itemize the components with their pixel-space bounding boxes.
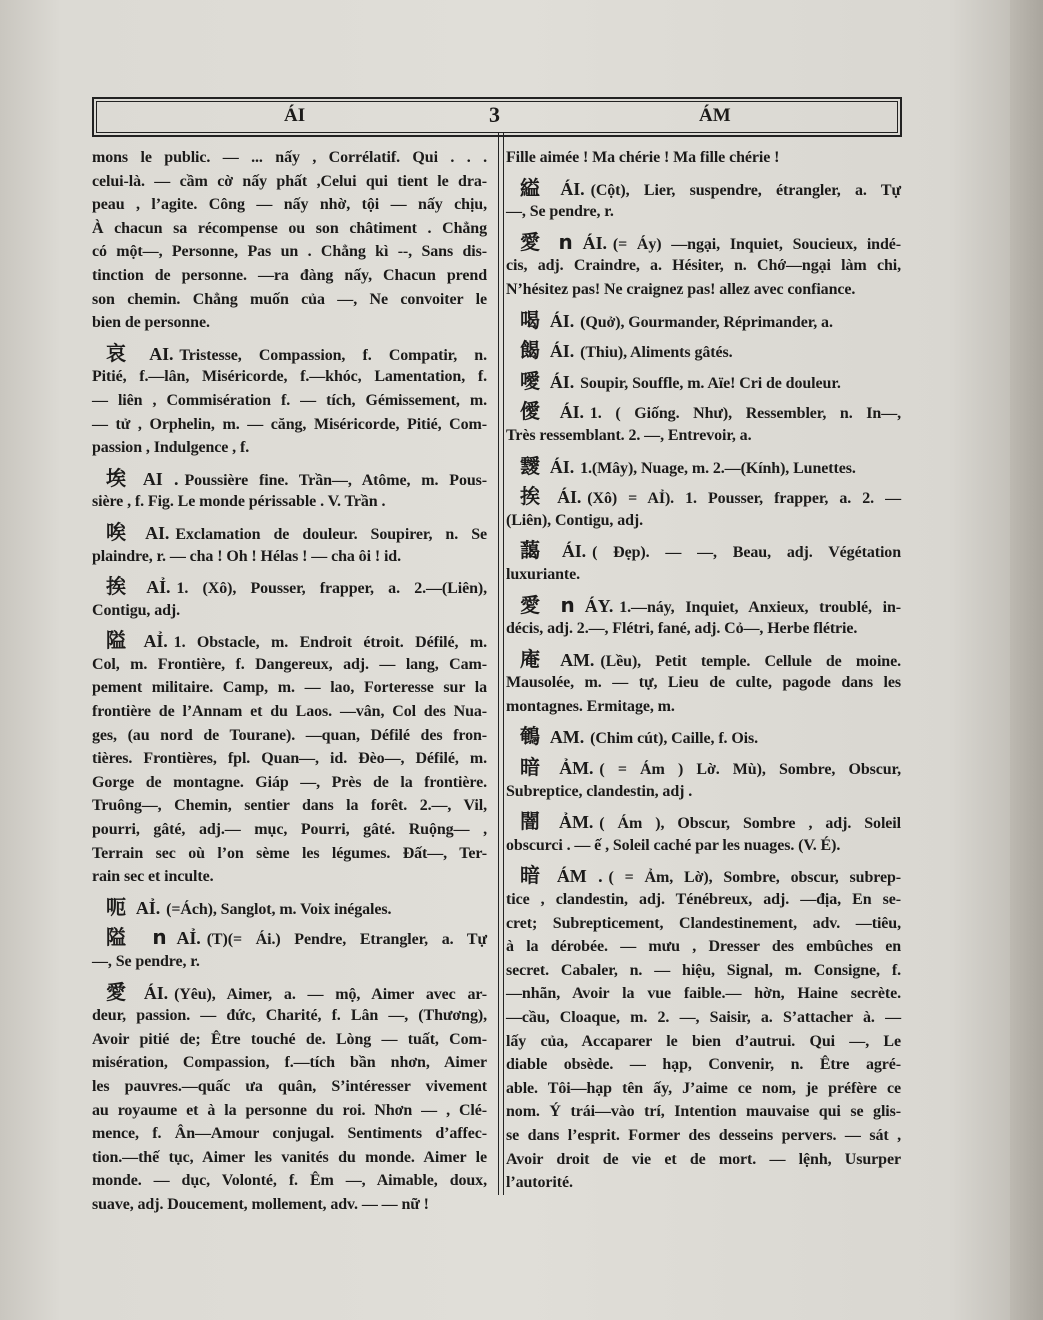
entry-line — [506, 1006, 901, 1030]
definition-text: pement militaire. Camp, m. — lao, Forteresse sur la — [92, 679, 487, 697]
page-edge — [1010, 0, 1043, 1320]
definition-text: 1. Obstacle, m. Endroit étroit. Défilé, m. — [173, 634, 487, 652]
chinese-character: 挨 — [520, 484, 548, 509]
dictionary-entry — [92, 575, 487, 622]
headword: AI. — [145, 522, 170, 543]
dictionary-entry — [92, 629, 487, 889]
definition-text: montagnes. Ermitage, m. — [506, 697, 675, 715]
headword: AỈ. — [146, 577, 171, 598]
definition-text: (Cột), Lier, suspendre, étrangler, a. Tự — [590, 181, 901, 199]
headword: ÁI. — [549, 371, 575, 392]
definition-text: au royaume et à la personne du roi. Nhơn — , Clé- — [92, 1101, 487, 1119]
entry-line — [92, 217, 487, 241]
entry-line — [506, 671, 901, 695]
definition-text: 1. ( Giống. Như), Ressembler, n. In—, — [589, 405, 901, 423]
definition-text: Terrain sec où l’on sème les légumes. Đất—, Ter- — [92, 844, 487, 862]
chinese-character: 僾 — [520, 399, 550, 424]
headword: ÁI. — [559, 402, 584, 423]
definition-text: Poussière fine. Trần—, Atôme, m. Pous- — [184, 471, 488, 489]
entry-line — [92, 950, 487, 974]
entry-line — [506, 146, 901, 170]
entry-line — [506, 1124, 901, 1148]
definition-text: —, Se pendre, r. — [506, 203, 614, 221]
entry-line — [92, 1193, 487, 1217]
definition-text: (Chim cút), Caille, f. Ois. — [590, 730, 759, 748]
definition-text: peau , l’agite. Công — nấy nhờ, tội — nấy chịu, — [92, 196, 487, 214]
entry-line — [506, 756, 901, 780]
chinese-character: 哀 — [106, 340, 140, 365]
dictionary-entry — [92, 896, 487, 920]
definition-text: 1.—náy, Inquiet, Anxieux, troublé, in- — [619, 598, 902, 616]
headword: ÁY. — [584, 595, 614, 616]
definition-text: bien de personne. — [92, 314, 210, 332]
entry-line — [92, 170, 487, 194]
dictionary-entry — [506, 864, 901, 1194]
definition-text: able. Tôi—hạp tên ấy, J’aime ce nom, je préfère ce — [506, 1079, 901, 1097]
headword: ẢM. — [559, 812, 594, 833]
chinese-character: 挨 — [106, 574, 137, 599]
entry-line — [92, 676, 487, 700]
headword: AỈ. — [135, 897, 161, 918]
entry-line — [92, 575, 487, 599]
entry-line — [92, 389, 487, 413]
headword: AM. — [560, 649, 595, 670]
entry-line — [92, 311, 487, 335]
definition-text: — liên , Commisération f. — tích, Gémissement, m. — [92, 391, 487, 409]
dictionary-entry — [506, 725, 901, 749]
dictionary-entry — [506, 370, 901, 394]
definition-text: cis, adj. Craindre, a. Hésiter, n. Chớ—ngại làm chi, — [506, 257, 901, 275]
headword: ÁI. — [557, 487, 582, 508]
right-column — [506, 146, 901, 1202]
entry-line — [92, 545, 487, 569]
definition-text: — tử , Orphelin, m. — căng, Miséricorde, Pitié, Com- — [92, 415, 487, 433]
entry-line — [92, 193, 487, 217]
entry-line — [506, 231, 901, 255]
chinese-character: 縊 — [520, 175, 551, 200]
dictionary-entry — [506, 539, 901, 586]
definition-text: (= Áy) —ngại, Inquiet, Soucieux, indé- — [612, 235, 901, 253]
definition-text: plaindre, r. — cha ! Oh ! Hélas ! — cha ôi ! id. — [92, 547, 401, 565]
headword: ÁI. — [143, 982, 169, 1003]
entry-line — [506, 617, 901, 641]
definition-text: se dans l’esprit. Former des desseins pervers. — sát , — [506, 1126, 901, 1144]
definition-text: secret. Cabaler, n. — hiệu, Signal, m. Consigne, f. — [506, 961, 901, 979]
entry-line — [506, 648, 901, 672]
definition-text: —, Se pendre, r. — [92, 953, 200, 970]
entry-line — [92, 413, 487, 437]
definition-text: tières. Frontières, fpl. Quan—, id. Đèo—, Défilé, m. — [92, 750, 487, 768]
definition-text: tice , clandestin, adj. Ténébreux, adj. —địa, En se- — [506, 891, 901, 909]
definition-text: (Liên), Contigu, adj. — [506, 511, 644, 529]
definition-text: (Lều), Petit temple. Cellule de moine. — [600, 652, 901, 670]
entry-line — [506, 485, 901, 509]
dictionary-entry — [92, 926, 487, 973]
entry-line — [92, 818, 487, 842]
headword: ÁI. — [549, 456, 575, 477]
dictionary-entry — [506, 339, 901, 363]
entry-line — [92, 1169, 487, 1193]
definition-text: mons le public. — ... nấy , Corrélatif. Qui . . . — [92, 149, 487, 166]
chinese-character: 鵪 — [520, 724, 540, 749]
definition-text: (Quở), Gourmander, Réprimander, a. — [580, 313, 833, 331]
definition-text: tinction de personne. —ra đàng nấy, Chacun prend — [92, 266, 487, 284]
definition-text: N’hésitez pas! Ne craignez pas! allez avec confiance. — [506, 280, 856, 298]
definition-text: deur, passion. — đức, Charité, f. Lân —, (Thương), — [92, 1007, 487, 1025]
definition-text: Exclamation de douleur. Soupirer, n. Se — [175, 525, 488, 543]
definition-text: Fille aimée ! Ma chérie ! Ma fille chérie ! — [506, 149, 780, 166]
definition-text: —cầu, Cloaque, m. 2. —, Saisir, a. S’attacher à. — — [506, 1009, 901, 1026]
dictionary-entry — [92, 146, 487, 335]
entry-line — [92, 700, 487, 724]
entry-line — [506, 695, 901, 719]
left-column — [92, 146, 487, 1224]
definition-text: (Yêu), Aimer, a. — mộ, Aimer avec ar- — [174, 985, 488, 1003]
entry-line — [92, 1004, 487, 1028]
entry-line — [92, 724, 487, 748]
entry-line — [92, 1146, 487, 1170]
column-divider — [498, 133, 504, 1195]
dictionary-entry — [92, 342, 487, 460]
entry-line — [92, 1099, 487, 1123]
chinese-character: 愛 n — [520, 592, 575, 617]
definition-text: misération, Compassion, f.—tích bần nhơn, Aimer — [92, 1054, 487, 1072]
definition-text: có một—, Personne, Pas un . Chẳng kì --, Sans dis- — [92, 243, 487, 261]
entry-line — [92, 1028, 487, 1052]
dictionary-entry — [506, 756, 901, 803]
definition-text: Soupir, Souffle, m. Aïe! Cri de douleur. — [580, 374, 841, 392]
entry-line — [506, 935, 901, 959]
definition-text: luxuriante. — [506, 565, 581, 583]
entry-line — [506, 780, 901, 804]
definition-text: monde. — dục, Volonté, f. Êm —, Aimable, doux, — [92, 1172, 487, 1190]
dictionary-entry — [506, 455, 901, 479]
headword: AM. — [549, 727, 585, 748]
definition-text: Col, m. Frontière, f. Dangereux, adj. — lang, Cam- — [92, 655, 487, 673]
definition-text: Truông—, Chemin, sentier dans la forêt. 2.—, Vil, — [92, 797, 487, 815]
entry-line — [506, 254, 901, 278]
chinese-character: 暗 — [520, 863, 547, 888]
header-guide-word-right: ÁM — [699, 105, 731, 126]
definition-text: Avoir pitié de; Être touché de. Lòng — tuất, Com- — [92, 1030, 487, 1048]
entry-line — [92, 490, 487, 514]
chinese-character: 靉 — [520, 453, 540, 478]
entry-line — [506, 370, 901, 394]
chinese-character: 隘 n — [106, 925, 167, 950]
dictionary-entry — [506, 648, 901, 719]
entry-line — [92, 1051, 487, 1075]
page-number: 3 — [489, 102, 500, 127]
definition-text: diable obsède. — hạp, Convenir, n. Être agré- — [506, 1056, 901, 1074]
entry-line — [506, 888, 901, 912]
definition-text: passion , Indulgence , f. — [92, 439, 250, 457]
entry-line — [506, 309, 901, 333]
definition-text: 1.(Mây), Nuage, m. 2.—(Kính), Lunettes. — [580, 459, 856, 477]
definition-text: Gorge de montagne. Giáp —, Près de la frontière. — [92, 773, 487, 791]
entry-line — [506, 594, 901, 618]
entry-line — [92, 342, 487, 366]
header-guide-word-left: ÁI — [284, 105, 306, 126]
definition-text: nom. Ý trái—vào trí, Intention mauvaise qui se glis- — [506, 1103, 901, 1121]
definition-text: à la dérobée. — mưu , Dresser des embûches en — [506, 938, 901, 956]
entry-line — [506, 1030, 901, 1054]
chinese-character: 唉 — [106, 519, 136, 544]
headword: AI. — [149, 343, 174, 364]
entry-line — [506, 1053, 901, 1077]
definition-text: lấy của, Accaparer le bien d’autrui. Qui —, Le — [506, 1032, 901, 1050]
entry-line — [92, 1075, 487, 1099]
definition-text: ges, (au nord de Tourane). —quan, Défilé des fron- — [92, 726, 487, 744]
chinese-character: 埃 — [106, 465, 133, 490]
headword: ẢM. — [559, 758, 594, 779]
definition-text: (=Ách), Sanglot, m. Voix inégales. — [166, 900, 392, 918]
entry-line — [92, 240, 487, 264]
entry-line — [506, 563, 901, 587]
definition-text: À chacun sa récompense ou son châtiment . Chẳng — [92, 219, 487, 237]
entry-line — [92, 771, 487, 795]
definition-text: ( = Ám ) Lờ. Mù), Sombre, Obscur, — [599, 761, 901, 779]
definition-text: ( Ám ), Obscur, Sombre , adj. Soleil — [599, 815, 901, 833]
entry-line — [92, 926, 487, 950]
entry-line — [506, 539, 901, 563]
dictionary-entry — [92, 981, 487, 1217]
entry-line — [506, 400, 901, 424]
entry-line — [506, 509, 901, 533]
entry-line — [506, 1077, 901, 1101]
entry-line — [92, 467, 487, 491]
running-header — [92, 97, 902, 137]
chinese-character: 噯 — [520, 368, 540, 393]
entry-line — [92, 436, 487, 460]
dictionary-entry — [92, 521, 487, 568]
chinese-character: 暗 — [520, 755, 550, 780]
chinese-character: 愛 n — [520, 229, 573, 254]
definition-text: (Xô) = AỈ). 1. Pousser, frapper, a. 2. — — [587, 490, 901, 508]
chinese-character: 愛 — [106, 979, 134, 1004]
definition-text: son chemin. Chẳng muốn của —, Ne convoiter le — [92, 290, 487, 308]
entry-line — [92, 653, 487, 677]
dictionary-entry — [506, 810, 901, 857]
entry-line — [92, 599, 487, 623]
chinese-character: 隘 — [106, 628, 134, 653]
dictionary-entry — [506, 146, 901, 170]
definition-text: (Thiu), Aliments gâtés. — [580, 344, 733, 362]
headword: AI . — [142, 468, 179, 489]
definition-text: —nhãn, Avoir la vue faible.— hờn, Haine secrète. — [506, 985, 901, 1003]
definition-text: rain sec et inculte. — [92, 868, 214, 886]
dictionary-entry — [506, 594, 901, 641]
definition-text: sière , f. Fig. Le monde périssable . V. Trần . — [92, 493, 386, 511]
definition-text: Tristesse, Compassion, f. Compatir, n. — [179, 346, 487, 364]
entry-line — [92, 146, 487, 170]
dictionary-entry — [506, 231, 901, 302]
chinese-character: 喝 — [520, 307, 540, 332]
definition-text: suave, adj. Doucement, mollement, adv. — — nữ ! — [92, 1195, 429, 1213]
entry-line — [506, 1171, 901, 1195]
entry-line — [506, 1148, 901, 1172]
chinese-character: 呃 — [106, 894, 126, 919]
headword: AỈ. — [143, 631, 168, 652]
entry-line — [506, 424, 901, 448]
definition-text: Pitié, f.—lân, Miséricorde, f.—khóc, Lamentation, f. — [92, 368, 487, 386]
chinese-character: 餲 — [520, 338, 540, 363]
definition-text: frontière de l’Annam et du Laos. —vân, Col des Nua- — [92, 703, 487, 721]
entry-line — [92, 896, 487, 920]
dictionary-entry — [506, 485, 901, 532]
definition-text: ( = Ảm, Lờ), Sombre, obscur, subrep- — [608, 869, 902, 887]
definition-text: cret; Subrepticement, Clandestinement, adv. —tiêu, — [506, 914, 901, 932]
definition-text: celui-là. — cầm cờ nấy phất ,Celui qui tient le dra- — [92, 172, 487, 190]
entry-line — [506, 810, 901, 834]
entry-line — [506, 834, 901, 858]
definition-text: mence, f. Ân—Amour conjugal. Sentiments d’affec- — [92, 1125, 487, 1143]
entry-line — [506, 912, 901, 936]
definition-text: Mausolée, m. — tự, Lieu de culte, pagode dans les — [506, 674, 901, 692]
entry-line — [506, 177, 901, 201]
entry-line — [92, 981, 487, 1005]
entry-line — [92, 865, 487, 889]
entry-line — [92, 842, 487, 866]
chinese-character: 闇 — [520, 809, 550, 834]
dictionary-entry — [92, 467, 487, 514]
dictionary-entry — [506, 177, 901, 224]
entry-line — [92, 288, 487, 312]
entry-line — [92, 1122, 487, 1146]
definition-text: Contigu, adj. — [92, 601, 181, 619]
headword: ÁI. — [549, 341, 575, 362]
definition-text: ( Đẹp). — —, Beau, adj. Végétation — [592, 544, 901, 562]
entry-line — [92, 747, 487, 771]
entry-line — [506, 1100, 901, 1124]
entry-line — [92, 264, 487, 288]
entry-line — [506, 278, 901, 302]
definition-text: Très ressemblant. 2. —, Entrevoir, a. — [506, 426, 752, 444]
definition-text: les pauvres.—quấc ưa quân, S’intéresser vivement — [92, 1077, 487, 1095]
definition-text: tion.—thế tục, Aimer les vanités du monde. Aimer le — [92, 1148, 487, 1166]
definition-text: décis, adj. 2.—, Flétri, fané, adj. Cỏ—, Herbe flétrie. — [506, 620, 858, 638]
entry-line — [506, 959, 901, 983]
headword: ÁI. — [582, 232, 607, 253]
headword: ÁI. — [561, 541, 587, 562]
headword: ÁM . — [556, 866, 603, 887]
entry-line — [506, 455, 901, 479]
entry-line — [506, 200, 901, 224]
definition-text: 1. (Xô), Pousser, frapper, a. 2.—(Liên), — [176, 580, 487, 598]
chinese-character: 庵 — [520, 646, 551, 671]
definition-text: l’autorité. — [506, 1174, 573, 1192]
definition-text: (T)(= Ái.) Pendre, Etrangler, a. Tự — [206, 931, 487, 949]
definition-text: Subreptice, clandestin, adj . — [506, 782, 693, 800]
entry-line — [506, 982, 901, 1006]
dictionary-entry — [506, 309, 901, 333]
definition-text: pourri, gâté, adj.— mục, Pourri, gâté. Ruộng— , — [92, 821, 487, 839]
entry-line — [506, 339, 901, 363]
entry-line — [506, 864, 901, 888]
entry-line — [92, 521, 487, 545]
chinese-character: 藹 — [520, 538, 552, 563]
entry-line — [92, 629, 487, 653]
entry-line — [506, 725, 901, 749]
definition-text: obscurci . — ế , Soleil caché par les nuages. (V. É). — [506, 836, 841, 854]
dictionary-entry — [506, 400, 901, 447]
headword: ÁI. — [549, 310, 575, 331]
definition-text: Avoir droit de vie et de mort. — lệnh, Usurper — [506, 1150, 901, 1168]
entry-line — [92, 365, 487, 389]
headword: ÁI. — [560, 178, 585, 199]
headword: AỈ. — [176, 928, 201, 949]
entry-line — [92, 794, 487, 818]
